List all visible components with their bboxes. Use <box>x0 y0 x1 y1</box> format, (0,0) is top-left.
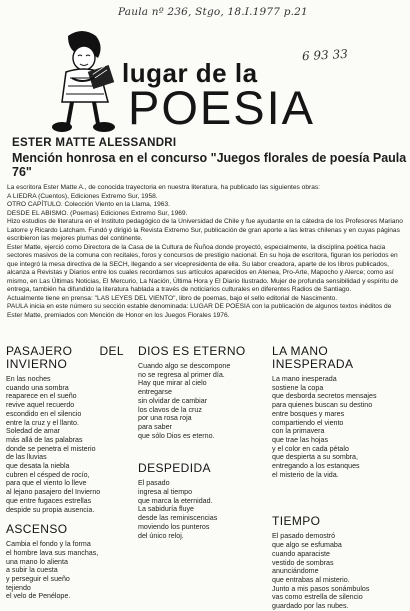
poem-line: entregarse <box>138 388 172 397</box>
poem-line: sin olvidar de cambiar <box>138 396 207 405</box>
poem-line: vestido de sombras <box>272 558 334 567</box>
reading-figure-illustration <box>38 28 130 138</box>
poem-line: una mano lo alienta <box>6 557 68 566</box>
poem-title-ascenso: ASCENSO <box>6 522 68 537</box>
poem-line: que marca la eternidad. <box>138 496 213 505</box>
poem-line: cuando una sombra <box>6 383 69 392</box>
poem-column-2 <box>138 345 263 540</box>
intro-text <box>7 184 405 320</box>
poem-column-1 <box>6 345 124 601</box>
intro-paragraph: A LIEDRA (Cuentos), Ediciones Extremo Sur, 1958. <box>7 192 158 200</box>
poem-line: que sólo Dios es eterno. <box>138 431 215 440</box>
poem-line: Cambia el fondo y la forma <box>6 540 91 549</box>
poem-line: que entre fugaces estrellas <box>6 496 92 505</box>
intro-paragraph: OTRO CAPÍTULO. Colección Viento en la Llama, 1963. <box>7 201 170 208</box>
poem-line: tejiendo <box>6 583 31 592</box>
poem-line: sostiene la copa <box>272 383 324 392</box>
poem-line: los clavos de la cruz <box>138 405 202 414</box>
poem-line: El pasado demostró <box>272 532 336 541</box>
poem-line: que desborda secretos mensajes <box>272 392 377 401</box>
poem-line: La mano inesperada <box>272 375 337 383</box>
intro-paragraph: PAULA inicia en este número su sección estable denominada: LUGAR DE POESIA con la publicación de algunos textos inéditos de Ester Matte, premiados con Mención de Honor en los Juegos Florales 1976. <box>7 303 392 319</box>
poem-line: con la primavera <box>272 427 325 436</box>
poem-mano <box>272 375 407 479</box>
poem-line: por una rosa roja <box>138 414 192 423</box>
poem-line: entregando a los estanques <box>272 462 360 471</box>
poem-line: anunciándome <box>272 567 319 576</box>
poem-line: entre la cruz y el llanto. <box>6 418 79 427</box>
archive-stamp: 6 93 33 <box>301 46 349 64</box>
poem-line: moviendo los punteros <box>138 522 210 531</box>
poem-line: para quienes buscan su destino <box>272 401 373 410</box>
poem-line: ingresa al tiempo <box>138 488 193 497</box>
poem-line: no se regresa al primer día. <box>138 370 225 379</box>
poem-column-3 <box>272 345 407 611</box>
poem-line: despide su propia ausencia. <box>6 505 95 514</box>
poem-title-despedida: DESPEDIDA <box>138 461 211 476</box>
poem-line: más allá de las palabras <box>6 435 83 444</box>
section-heading-big: POESIA <box>128 81 316 134</box>
poem-line: de las lluvias <box>6 453 47 462</box>
poem-line: a subir la cuesta <box>6 566 58 575</box>
intro-paragraph: Ester Matte, ejerció como Directora de la Casa de la Cultura de Ñuñoa donde proyectó, especialmente, la disciplina poética hacia sectores masivos de la comuna con recitales, foros y concursos de prestigio nacional. En su hoja de escritora, figuran los períodos en que integró la mesa directiva de la SECH, llegando a ser vicepresidenta de ella. Su labor creadora, aparte de los libros publicados, alcanza a Revistas y Diarios entre los cuales recordamos sus artículos aparecidos en Atenea, Pro-Arte, Mapocho y Alerce; como así mismo, en Las Últimas Noticias, El Mercurio, La Nación, Última Hora y El Diario Ilustrado. Mujer de profunda sensibilidad y espíritu de entrega, también ha difundido la literatura hablada a través de noticiarios culturales en diferentes Radios de Santiago. <box>7 243 399 293</box>
poem-line: guardado por las nubes. <box>272 602 349 611</box>
poem-line: del único reloj. <box>138 531 184 540</box>
poem-dios <box>138 362 263 440</box>
poem-line: entre bosques y mares <box>272 409 345 418</box>
poem-line: En las noches <box>6 375 51 383</box>
poem-title-part: DEL <box>99 344 124 358</box>
poem-line: el hombre lava sus manchas, <box>6 548 99 557</box>
poem-line: para saber <box>138 422 172 431</box>
poem-line: revive aquel recuerdo <box>6 401 75 410</box>
handwritten-citation: Paula nº 236, Stgo, 18.I.1977 p.21 <box>118 6 308 18</box>
poem-line: Junto a mis pasos sonámbulos <box>272 584 370 593</box>
poem-line: desde las reminiscencias <box>138 514 218 523</box>
poem-title-part: PASAJERO <box>6 344 73 358</box>
poem-line: reaparece en el sueño <box>6 392 77 401</box>
poem-line: donde se penetra el misterio <box>6 444 96 453</box>
poem-line: cuando aparaciste <box>272 549 330 558</box>
poem-line: compartiendo el viento <box>272 418 344 427</box>
poem-line: el velo de Penélope. <box>6 592 71 601</box>
section-heading-small: lugar de la <box>122 58 258 88</box>
award-mention: Mención honrosa en el concurso "Juegos florales de poesía Paula 76" <box>12 151 407 179</box>
poem-line: que entrabas al misterio. <box>272 575 350 584</box>
poem-line: al lejano pasajero del Invierno <box>6 488 101 497</box>
poem-line: La sabiduría fluye <box>138 505 194 514</box>
poem-ascenso <box>6 540 124 601</box>
intro-paragraph: DESDE EL ABISMO. (Poemas) Ediciones Extremo Sur, 1969. <box>7 209 188 217</box>
poem-title-pasajero-2: INVIERNO <box>6 357 68 371</box>
poem-line: Soledad de amar <box>6 427 61 436</box>
poem-title-mano: LA MANO INESPERADA <box>272 344 354 371</box>
poem-tiempo <box>272 532 407 610</box>
poem-line: el misterio de la vida. <box>272 470 339 479</box>
poem-line: cubren el césped de rocío, <box>6 470 90 479</box>
poem-line: que desata la niebla <box>6 462 70 471</box>
intro-paragraph: Actualmente tiene en prensa: "LAS LEYES DEL VIENTO", libro de poemas, bajo el sello editorial de Nascimento. <box>7 294 338 302</box>
poem-line: Cuando algo se descompone <box>138 362 231 370</box>
poem-line: que trae las hojas <box>272 435 328 444</box>
poem-title-dios: DIOS ES ETERNO <box>138 344 246 358</box>
poem-line: y el color en cada pétalo <box>272 444 349 453</box>
poem-despedida <box>138 479 263 540</box>
intro-paragraph: Hizo estudios de literatura en el Instituto pedagógico de la Universidad de Chile y fue ayudante en la cátedra de los Profesores Mariano Latorre y Ricardo Latcham. Fundó y dirigió la Revista Extremo Sur, publicación de gran aporte a las letras chilenas y en cuyas páginas escribieron las mejores plumas del continente. <box>7 218 403 242</box>
poem-line: El pasado <box>138 479 170 488</box>
poem-line: Hay que mirar al cielo <box>138 379 207 388</box>
poem-line: para que el viento lo lleve <box>6 479 87 488</box>
poem-title-tiempo: TIEMPO <box>272 514 321 529</box>
poem-line: que algo se esfumaba <box>272 541 342 550</box>
poem-line: escondido en el silencio <box>6 409 82 418</box>
poem-pasajero <box>6 375 124 514</box>
poem-line: que despierta a su sombra, <box>272 453 358 462</box>
author-name: ESTER MATTE ALESSANDRI <box>12 137 177 149</box>
intro-paragraph: La escritora Ester Matte A., de conocida trayectoria en nuestra literatura, ha publicado las siguientes obras: <box>7 184 321 191</box>
poem-line: vas como estrella de silencio <box>272 593 363 602</box>
poem-line: y perseguir el sueño <box>6 575 70 584</box>
